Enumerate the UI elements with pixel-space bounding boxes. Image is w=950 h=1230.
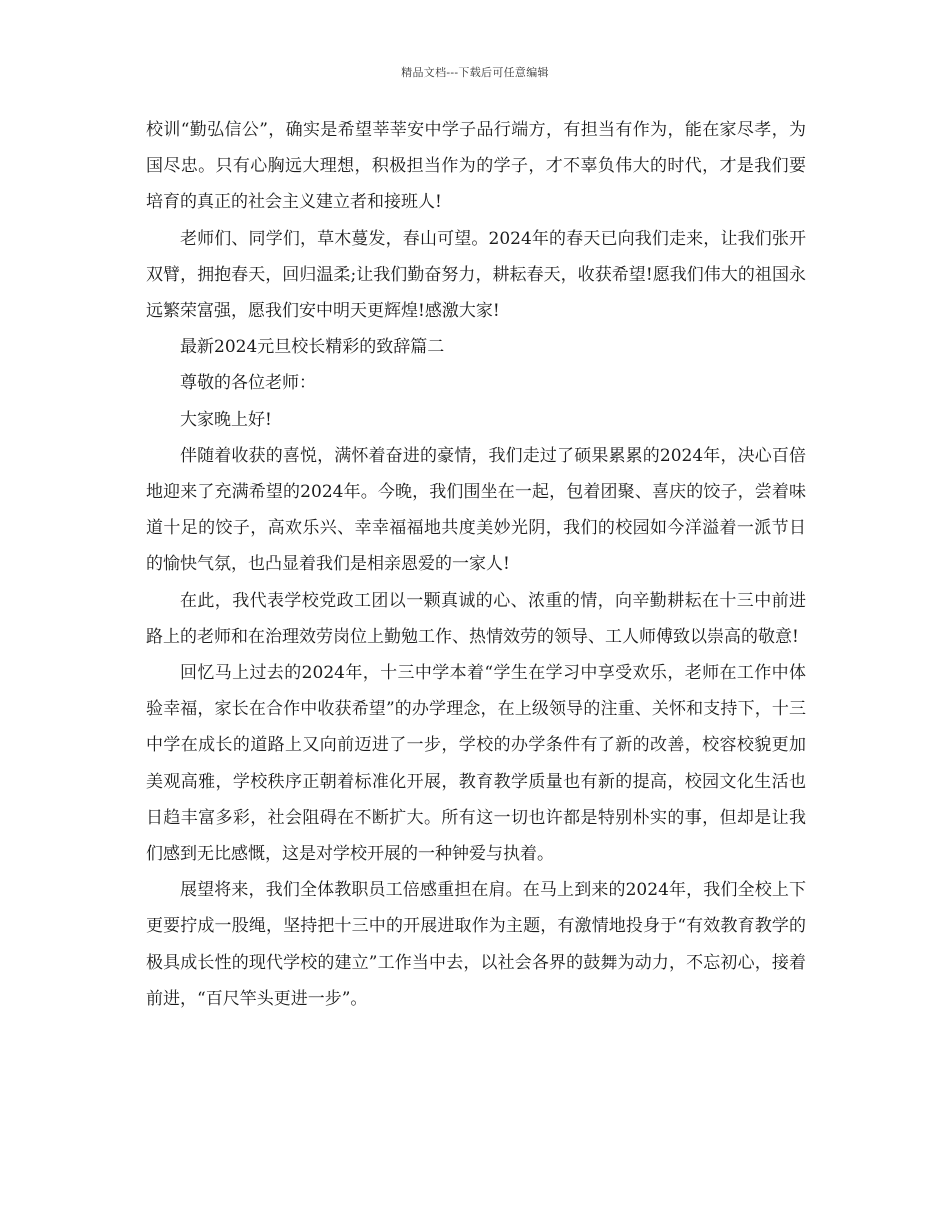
paragraph: 伴随着收获的喜悦，满怀着奋进的豪情，我们走过了硕果累累的2024年，决心百倍地迎来了充满希望的2024年。今晚，我们围坐在一起，包着团聚、喜庆的饺子，尝着味道十足的饺子，高欢乐兴、幸幸福福地共度美妙光阴，我们的校园如今洋溢着一派节日的愉快气氛，也凸显着我们是相亲恩爱的一家人! [146, 445, 806, 575]
paragraph: 校训“勤弘信公”，确实是希望莘莘安中学子品行端方，有担当有作为，能在家尽孝，为国尽忠。只有心胸远大理想，积极担当作为的学子，才不辜负伟大的时代，才是我们要培育的真正的社会主义建立者和接班人! [146, 120, 806, 213]
paragraph: 展望将来，我们全体教职员工倍感重担在肩。在马上到来的2024年，我们全校上下更要拧成一股绳，坚持把十三中的开展进取作为主题，有激情地投身于“有效教育教学的极具成长性的现代学校的建立”工作当中去，以社会各界的鼓舞为动力，不忘初心，接着前进，“百尺竿头更进一步”。 [146, 880, 806, 1009]
section-title: 最新2024元旦校长精彩的致辞篇二 [180, 337, 445, 358]
paragraph: 老师们、同学们，草木蔓发，春山可望。2024年的春天已向我们走来，让我们张开双臂，拥抱春天，回归温柔;让我们勤奋努力，耕耘春天，收获希望!愿我们伟大的祖国永远繁荣富强，愿我们安中明天更辉煌!感激大家! [146, 228, 806, 322]
paragraph: 回忆马上过去的2024年，十三中学本着“学生在学习中享受欢乐，老师在工作中体验幸福，家长在合作中收获希望”的办学理念，在上级领导的注重、关怀和支持下，十三中学在成长的道路上又向前迈进了一步，学校的办学条件有了新的改善，校容校貌更加美观高雅，学校秩序正朝着标准化开展，教育教学质量也有新的提高，校园文化生活也日趋丰富多彩，社会阻碍在不断扩大。所有这一切也许都是特别朴实的事，但却是让我们感到无比感慨，这是对学校开展的一种钟爱与执着。 [146, 663, 806, 865]
document-body [146, 112, 806, 1017]
greeting: 大家晚上好! [180, 409, 272, 430]
paragraph: 在此，我代表学校党政工团以一颗真诚的心、浓重的情，向辛勤耕耘在十三中前进路上的老师和在治理效劳岗位上勤勉工作、热情效劳的领导、工人师傅致以崇高的敬意! [146, 590, 806, 647]
page-header: 精品文档---下载后可任意编辑 [401, 66, 549, 79]
salutation: 尊敬的各位老师： [180, 373, 316, 394]
